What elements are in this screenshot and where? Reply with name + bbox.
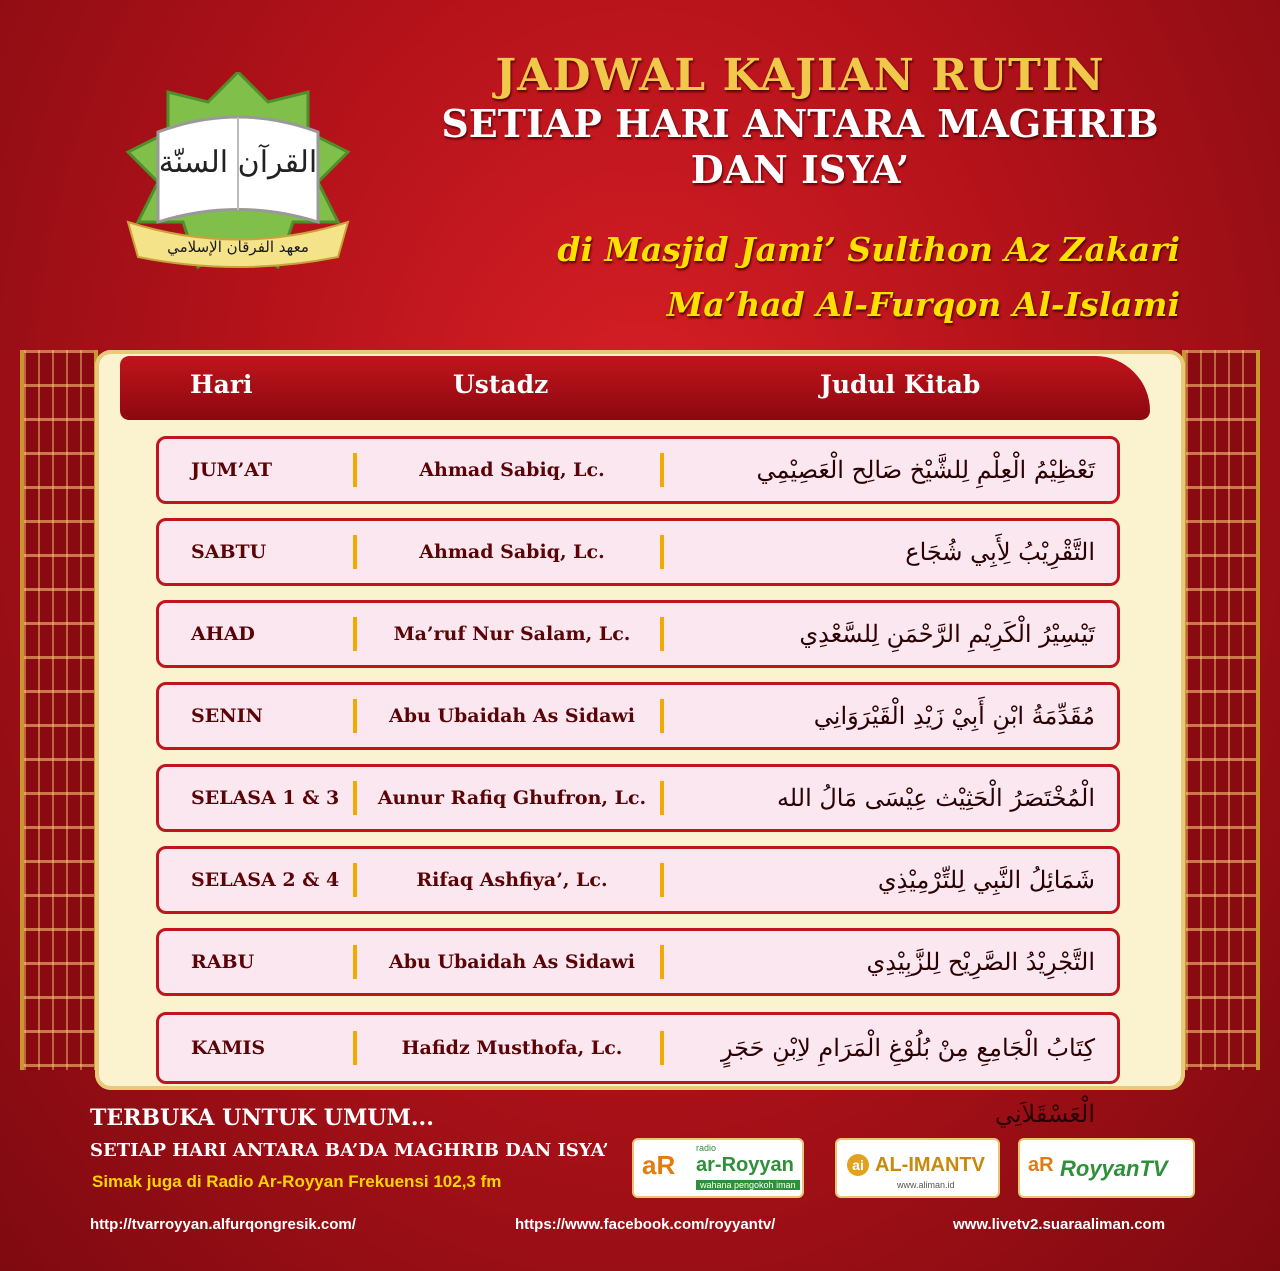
header-ustadz: Ustadz — [453, 370, 549, 399]
facebook-link[interactable]: https://www.facebook.com/royyantv/ — [515, 1216, 776, 1233]
row-hari: KAMIS — [191, 1037, 266, 1059]
row-hari: SELASA 2 & 4 — [191, 869, 340, 891]
header-judul-kitab: Judul Kitab — [820, 370, 981, 399]
row-kitab: كِتَابُ الْجَامِعِ مِنْ بُلُوْغِ الْمَرَامِ لاِبْنِ حَجَرٍ الْعَسْقَلاَنِي — [720, 1034, 1095, 1128]
table-header — [120, 356, 1150, 420]
table-row — [156, 682, 1120, 750]
al-iman-url: www.aliman.id — [897, 1180, 955, 1190]
separator — [660, 699, 664, 733]
table-row — [156, 928, 1120, 996]
row-ustadz: Hafidz Musthofa, Lc. — [401, 1037, 623, 1059]
footer-open-public: TERBUKA UNTUK UMUM... — [90, 1105, 434, 1131]
table-row — [156, 518, 1120, 586]
row-kitab: التَّقْرِيْبُ لِأَبِي شُجَاع — [905, 538, 1095, 566]
row-kitab: تَيْسِيْرُ الْكَرِيْمِ الرَّحْمَنِ لِلسَّعْدِي — [799, 620, 1095, 648]
row-hari: SENIN — [191, 705, 263, 727]
ar-royyan-tagline: wahana pengokoh iman — [696, 1180, 800, 1190]
royyan-tv-mark-icon: aR — [1028, 1154, 1054, 1176]
title-line-2: SETIAP HARI ANTARA MAGHRIB — [441, 101, 1159, 146]
logo-arabic-title: القرآن السنّة — [158, 145, 318, 180]
royyan-tv-name: RoyyanTV — [1060, 1156, 1168, 1181]
footer-radio-note: Simak juga di Radio Ar-Royyan Frekuensi 102,3 fm — [92, 1172, 502, 1191]
table-row — [156, 600, 1120, 668]
row-kitab: مُقَدِّمَةُ ابْنِ أَبِيْ زَيْدِ الْقَيْرَوَانِي — [813, 702, 1095, 730]
livetv-link[interactable]: www.livetv2.suaraaliman.com — [953, 1216, 1166, 1233]
separator — [660, 535, 664, 569]
subtitle-institution: Ma’had Al-Furqon Al-Islami — [666, 285, 1180, 324]
website-link[interactable]: http://tvarroyyan.alfurqongresik.com/ — [90, 1216, 356, 1233]
radio-label: radio — [696, 1143, 717, 1153]
ar-royyan-name: ar-Royyan — [696, 1154, 794, 1176]
row-hari: AHAD — [191, 623, 255, 645]
table-row — [156, 764, 1120, 832]
ornament-left — [20, 350, 98, 1070]
row-ustadz: Rifaq Ashfiya’, Lc. — [416, 869, 608, 891]
row-hari: SELASA 1 & 3 — [191, 787, 340, 809]
al-iman-name: AL-IMANTV — [875, 1154, 985, 1176]
institution-logo — [118, 72, 358, 272]
header-hari: Hari — [190, 370, 253, 399]
ar-royyan-mark-icon: aR — [642, 1150, 676, 1180]
row-ustadz: Abu Ubaidah As Sidawi — [388, 705, 636, 727]
row-ustadz: Ahmad Sabiq, Lc. — [419, 541, 605, 563]
row-ustadz: Aunur Rafiq Ghufron, Lc. — [377, 787, 647, 809]
separator — [353, 453, 357, 487]
row-ustadz: Ahmad Sabiq, Lc. — [419, 459, 605, 481]
table-row — [156, 436, 1120, 504]
separator — [353, 781, 357, 815]
separator — [660, 1031, 664, 1065]
al-iman-emblem-icon: ai — [847, 1154, 869, 1176]
separator — [660, 453, 664, 487]
row-hari: JUM’AT — [191, 459, 273, 481]
row-kitab: شَمَائِلُ النَّبِي لِلتِّرْمِيْذِي — [877, 866, 1095, 894]
separator — [353, 863, 357, 897]
logo-ribbon-text: معهد الفرقان الإسلامي — [167, 238, 309, 256]
separator — [660, 863, 664, 897]
separator — [353, 535, 357, 569]
row-hari: SABTU — [191, 541, 267, 563]
row-kitab: التَّجْرِيْدُ الصَّرِيْح لِلزَّبِيْدِي — [866, 948, 1095, 976]
footer-schedule-note: SETIAP HARI ANTARA BA’DA MAGHRIB DAN ISYA’ — [90, 1140, 609, 1161]
radio-ar-royyan-logo — [632, 1138, 804, 1198]
separator — [660, 945, 664, 979]
title-line-3: DAN ISYA’ — [690, 146, 910, 192]
royyan-tv-logo — [1018, 1138, 1195, 1198]
separator — [353, 699, 357, 733]
title-line-1: JADWAL KAJIAN RUTIN — [495, 50, 1105, 101]
subtitle-venue: di Masjid Jami’ Sulthon Az Zakari — [557, 230, 1180, 269]
al-iman-tv-logo — [835, 1138, 1000, 1198]
separator — [660, 781, 664, 815]
row-hari: RABU — [191, 951, 255, 973]
separator — [353, 1031, 357, 1065]
separator — [353, 945, 357, 979]
ornament-right — [1182, 350, 1260, 1070]
row-ustadz: Ma’ruf Nur Salam, Lc. — [393, 623, 631, 645]
url-bar — [0, 1210, 1280, 1240]
row-kitab: الْمُخْتَصَرُ الْحَثِيْث عِيْسَى مَالُ الله — [776, 784, 1095, 812]
row-kitab: تَعْظِيْمُ الْعِلْمِ لِلشَّيْخ صَالِح الْعَصِيْمِي — [756, 456, 1095, 484]
title-block — [380, 50, 1220, 192]
separator — [353, 617, 357, 651]
separator — [660, 617, 664, 651]
row-ustadz: Abu Ubaidah As Sidawi — [388, 951, 636, 973]
table-row — [156, 846, 1120, 914]
